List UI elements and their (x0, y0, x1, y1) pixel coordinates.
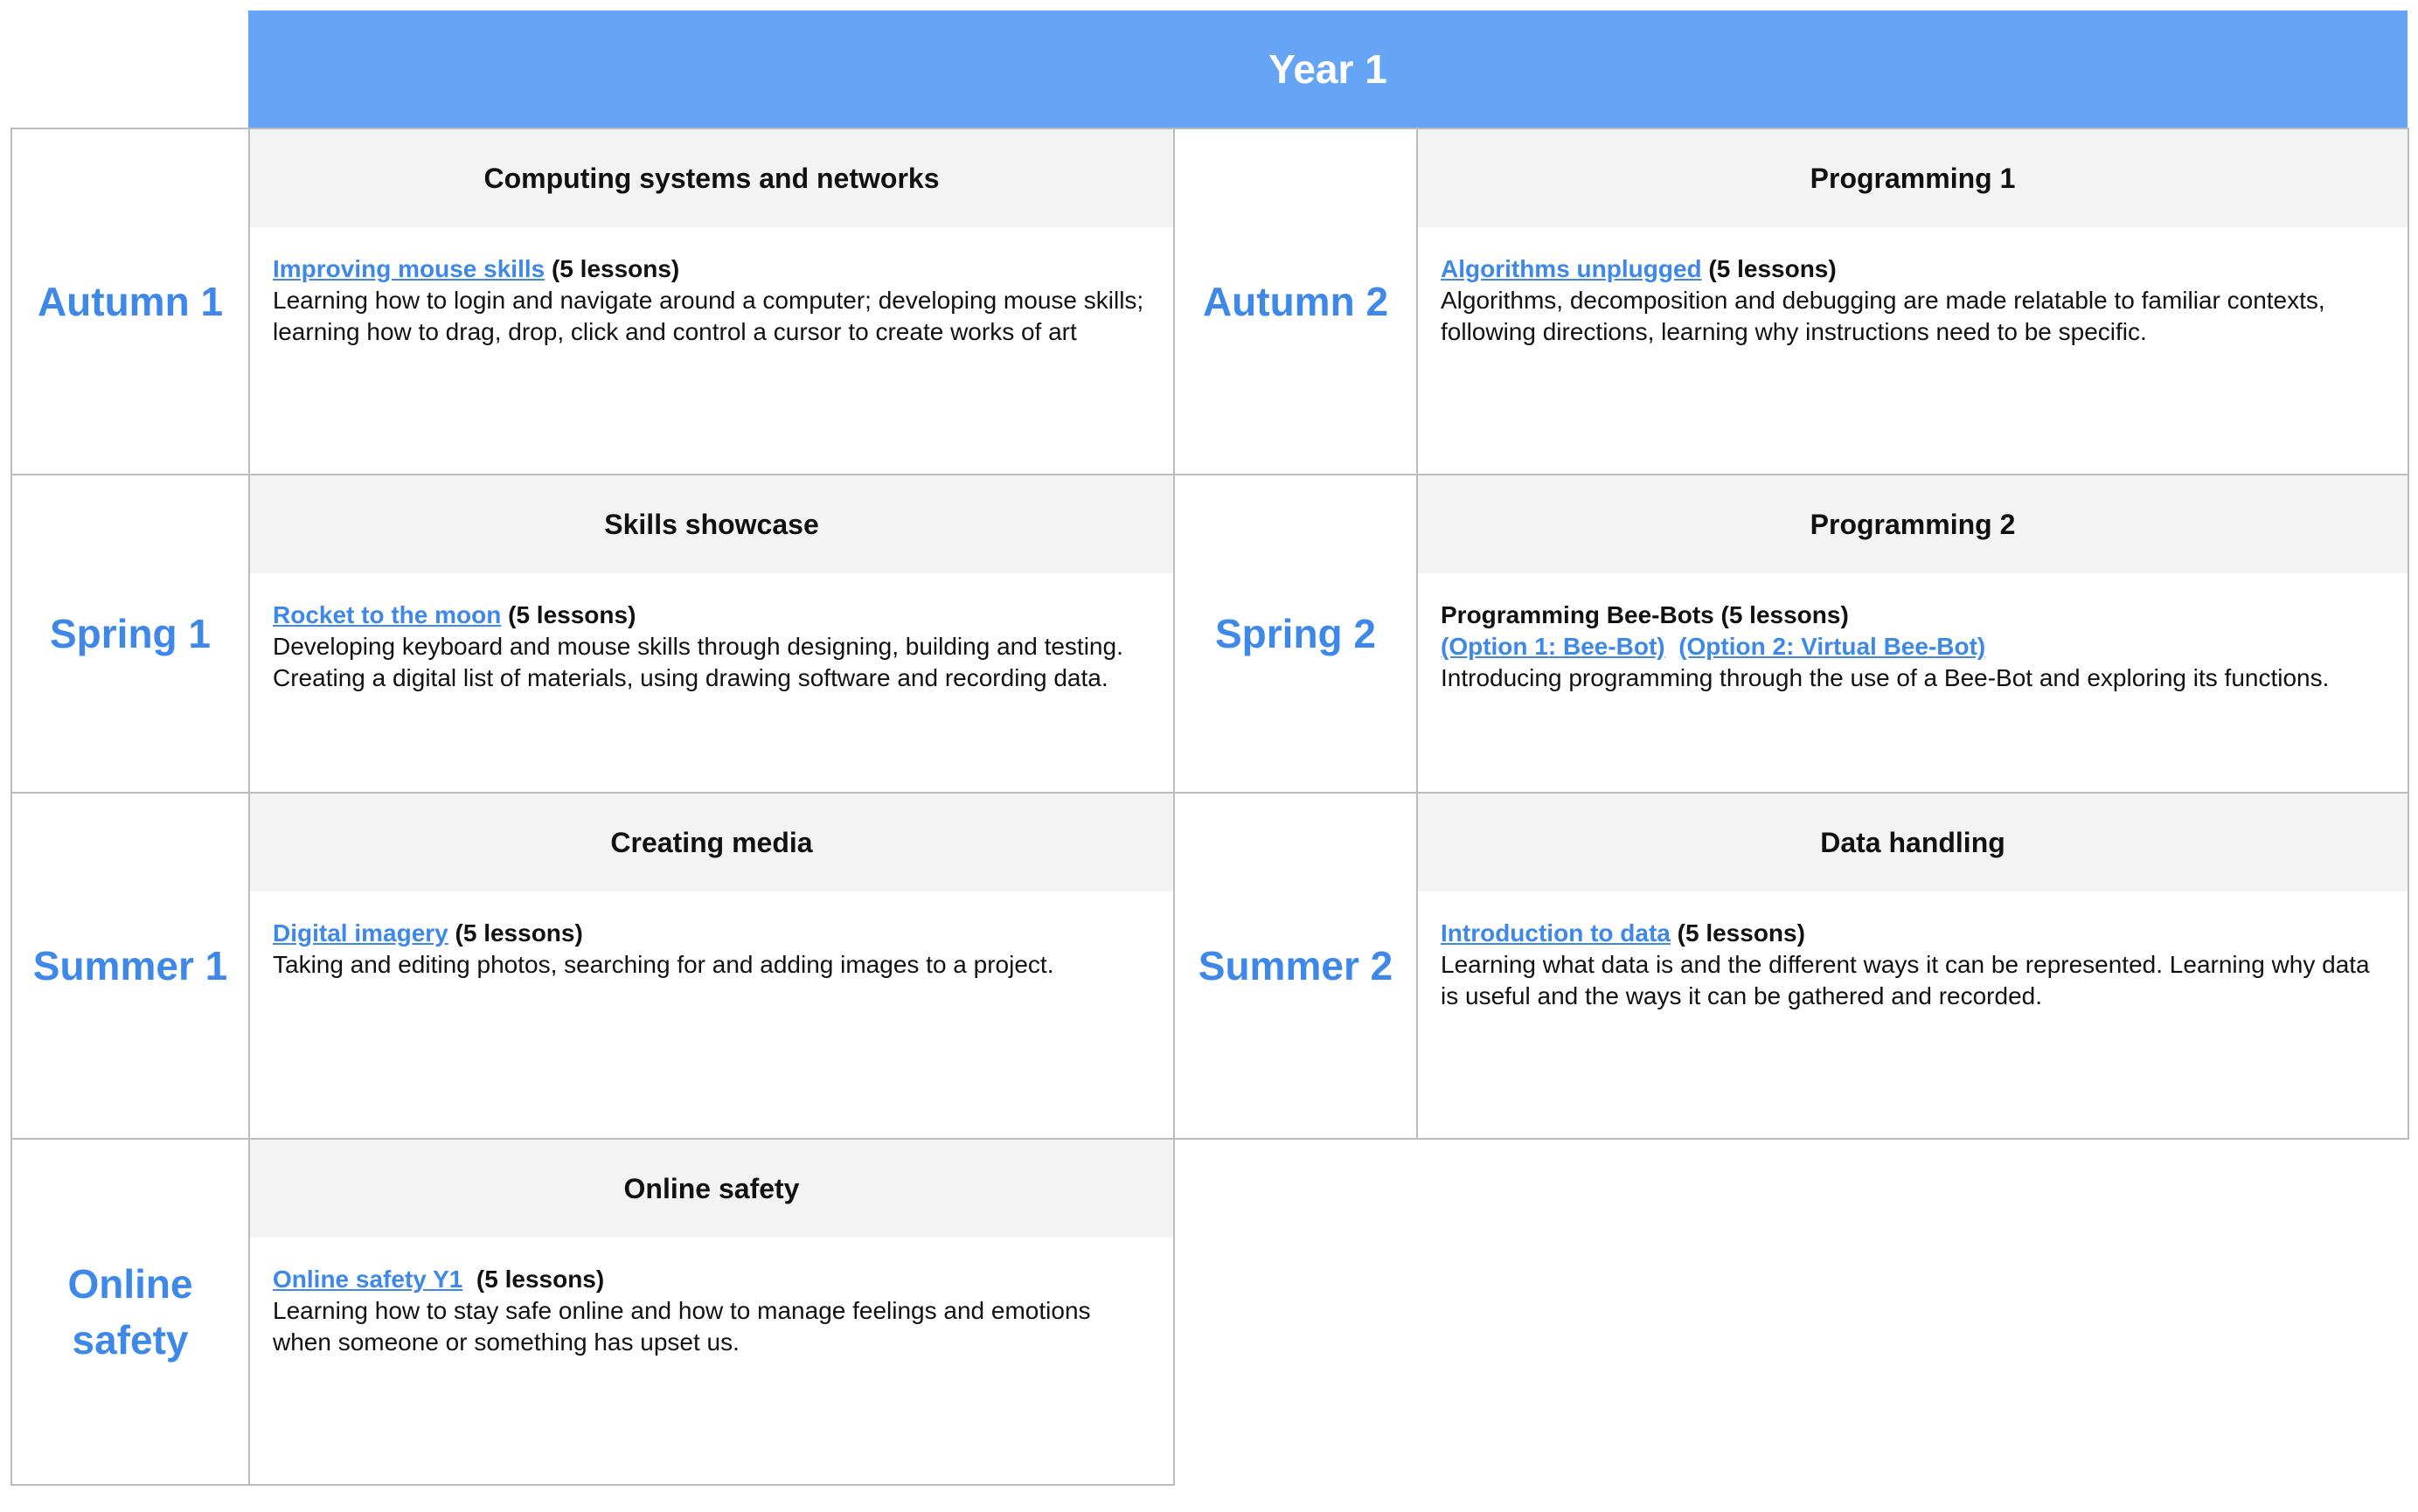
unit-body (250, 891, 1173, 998)
unit-link-rocket-to-the-moon[interactable]: Rocket to the moon (273, 601, 502, 628)
unit-data-handling (1418, 794, 2409, 1140)
lessons-count: (5 lessons) (476, 1266, 605, 1293)
term-spring-2: Spring 2 (1175, 475, 1418, 794)
unit-body (250, 227, 1173, 365)
lessons-count: (5 lessons) (1677, 919, 1805, 947)
unit-description: Algorithms, decomposition and debugging are made relatable to familiar contexts, following directions, learning why instructions need to be specific. (1441, 287, 2325, 345)
unit-body (250, 573, 1173, 711)
curriculum-grid (10, 128, 2409, 1486)
unit-description: Learning how to login and navigate around a computer; developing mouse skills; learning how to drag, drop, click and control a cursor to create works of art (273, 287, 1144, 345)
unit-description: Taking and editing photos, searching for and adding images to a project. (273, 951, 1054, 978)
unit-link-option-1-bee-bot[interactable]: (Option 1: Bee-Bot) (1441, 633, 1665, 660)
lessons-count: (5 lessons) (455, 919, 583, 947)
unit-link-digital-imagery[interactable]: Digital imagery (273, 919, 448, 947)
empty-cell (1175, 1140, 1418, 1486)
lessons-count: (5 lessons) (551, 255, 680, 282)
unit-title: Online safety (250, 1140, 1173, 1238)
unit-link-improving-mouse-skills[interactable]: Improving mouse skills (273, 255, 545, 282)
unit-creating-media (250, 794, 1175, 1140)
unit-computing-systems (250, 129, 1175, 475)
year-title: Year 1 (248, 10, 2408, 128)
term-online-safety: Online safety (12, 1140, 250, 1486)
unit-title: Skills showcase (250, 475, 1173, 573)
unit-title: Creating media (250, 794, 1173, 891)
unit-body (1418, 573, 2408, 711)
lessons-count: (5 lessons) (1708, 255, 1837, 282)
unit-skills-showcase (250, 475, 1175, 794)
unit-link-option-2-virtual-bee-bot[interactable]: (Option 2: Virtual Bee-Bot) (1678, 633, 1986, 660)
unit-heading-programming-bee-bots: Programming Bee-Bots (5 lessons) (1441, 601, 1849, 628)
empty-cell (1418, 1140, 2409, 1486)
unit-link-algorithms-unplugged[interactable]: Algorithms unplugged (1441, 255, 1702, 282)
unit-title: Computing systems and networks (250, 129, 1173, 227)
unit-title: Data handling (1418, 794, 2408, 891)
unit-title: Programming 1 (1418, 129, 2408, 227)
term-summer-2: Summer 2 (1175, 794, 1418, 1140)
term-spring-1: Spring 1 (12, 475, 250, 794)
term-autumn-1: Autumn 1 (12, 129, 250, 475)
unit-description: Learning how to stay safe online and how to manage feelings and emotions when someone or something has upset us. (273, 1297, 1091, 1356)
unit-body (250, 1238, 1173, 1376)
unit-link-introduction-to-data[interactable]: Introduction to data (1441, 919, 1671, 947)
unit-online-safety (250, 1140, 1175, 1486)
unit-link-online-safety-y1[interactable]: Online safety Y1 (273, 1266, 463, 1293)
term-autumn-2: Autumn 2 (1175, 129, 1418, 475)
unit-body (1418, 891, 2408, 1030)
unit-description: Developing keyboard and mouse skills through designing, building and testing. Creating a digital list of materials, using drawing software and recording data. (273, 633, 1123, 691)
unit-programming-1 (1418, 129, 2409, 475)
unit-body (1418, 227, 2408, 365)
unit-title: Programming 2 (1418, 475, 2408, 573)
unit-description: Learning what data is and the different ways it can be represented. Learning why data is useful and the ways it can be gathered and recorded. (1441, 951, 2370, 1009)
unit-programming-2 (1418, 475, 2409, 794)
lessons-count: (5 lessons) (508, 601, 636, 628)
term-summer-1: Summer 1 (12, 794, 250, 1140)
unit-description: Introducing programming through the use of a Bee-Bot and exploring its functions. (1441, 664, 2330, 691)
